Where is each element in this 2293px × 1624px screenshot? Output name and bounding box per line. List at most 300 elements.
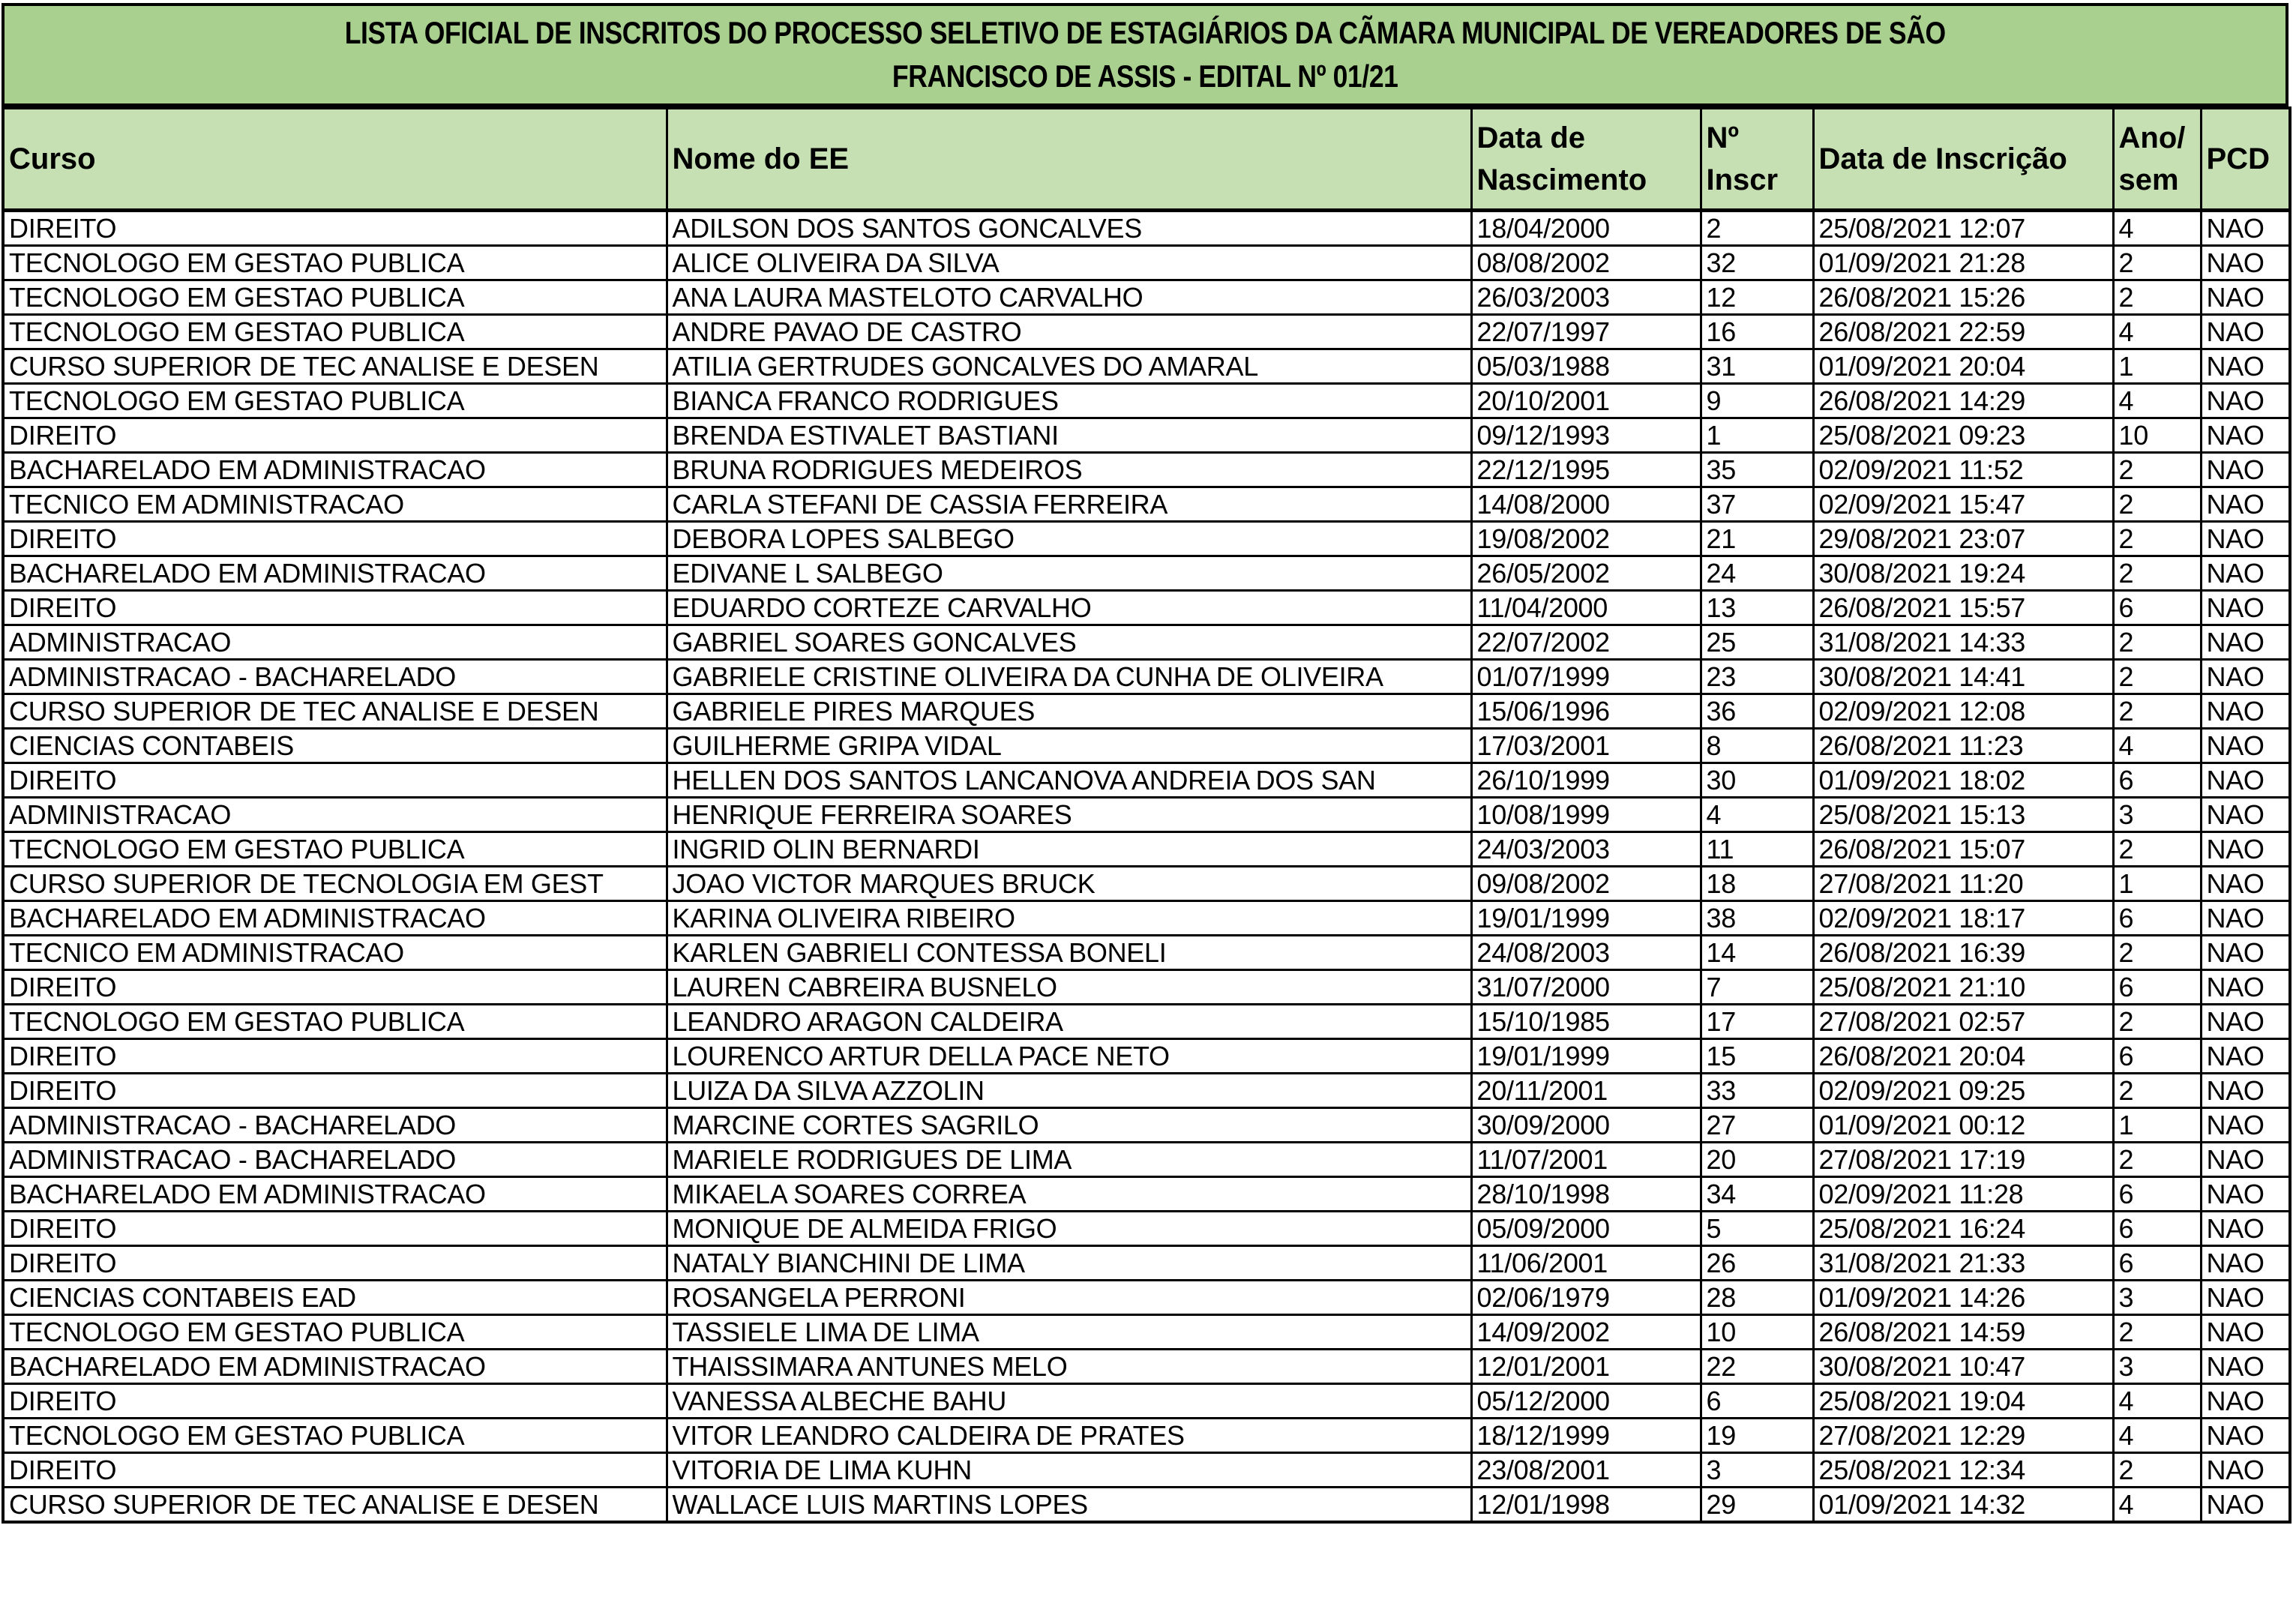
- cell-nascimento[interactable]: 17/03/2001: [1471, 729, 1701, 763]
- cell-nome[interactable]: NATALY BIANCHINI DE LIMA: [667, 1246, 1471, 1281]
- cell-pcd[interactable]: NAO: [2201, 798, 2290, 832]
- cell-ano-sem[interactable]: 2: [2113, 280, 2201, 315]
- cell-ano-sem[interactable]: 6: [2113, 1212, 2201, 1246]
- cell-inscr[interactable]: 20: [1701, 1143, 1813, 1177]
- cell-pcd[interactable]: NAO: [2201, 832, 2290, 867]
- cell-pcd[interactable]: NAO: [2201, 315, 2290, 349]
- cell-curso[interactable]: CURSO SUPERIOR DE TEC ANALISE E DESEN: [3, 694, 667, 729]
- cell-curso[interactable]: DIREITO: [3, 591, 667, 625]
- table-row: [3, 1453, 2290, 1488]
- cell-inscr[interactable]: 25: [1701, 625, 1813, 660]
- cell-nascimento[interactable]: 14/08/2000: [1471, 487, 1701, 522]
- table-row: [3, 349, 2290, 384]
- cell-curso[interactable]: DIREITO: [3, 1246, 667, 1281]
- cell-inscr[interactable]: 10: [1701, 1315, 1813, 1350]
- cell-data-inscricao[interactable]: 26/08/2021 20:04: [1813, 1039, 2113, 1074]
- cell-nome[interactable]: BRENDA ESTIVALET BASTIANI: [667, 418, 1471, 453]
- column-header-pcd[interactable]: PCD: [2201, 108, 2290, 211]
- cell-ano-sem[interactable]: 6: [2113, 1039, 2201, 1074]
- cell-pcd[interactable]: NAO: [2201, 1315, 2290, 1350]
- cell-inscr[interactable]: 38: [1701, 901, 1813, 936]
- cell-pcd[interactable]: NAO: [2201, 1143, 2290, 1177]
- table-row: [3, 936, 2290, 970]
- cell-nome[interactable]: KARLEN GABRIELI CONTESSA BONELI: [667, 936, 1471, 970]
- cell-nome[interactable]: THAISSIMARA ANTUNES MELO: [667, 1350, 1471, 1384]
- cell-data-inscricao[interactable]: 01/09/2021 21:28: [1813, 246, 2113, 280]
- cell-curso[interactable]: ADMINISTRACAO - BACHARELADO: [3, 1143, 667, 1177]
- cell-ano-sem[interactable]: 2: [2113, 246, 2201, 280]
- table-row: [3, 1246, 2290, 1281]
- column-header-nome[interactable]: Nome do EE: [667, 108, 1471, 211]
- cell-inscr[interactable]: 31: [1701, 349, 1813, 384]
- cell-ano-sem[interactable]: 2: [2113, 625, 2201, 660]
- cell-data-inscricao[interactable]: 25/08/2021 19:04: [1813, 1384, 2113, 1419]
- cell-inscr[interactable]: 21: [1701, 522, 1813, 556]
- cell-curso[interactable]: ADMINISTRACAO - BACHARELADO: [3, 660, 667, 694]
- table-row: [3, 1143, 2290, 1177]
- cell-nascimento[interactable]: 05/03/1988: [1471, 349, 1701, 384]
- cell-ano-sem[interactable]: 3: [2113, 798, 2201, 832]
- cell-pcd[interactable]: NAO: [2201, 453, 2290, 487]
- cell-ano-sem[interactable]: 4: [2113, 1384, 2201, 1419]
- cell-curso[interactable]: DIREITO: [3, 1074, 667, 1108]
- column-header-data-inscricao[interactable]: Data de Inscrição: [1813, 108, 2113, 211]
- cell-data-inscricao[interactable]: 02/09/2021 12:08: [1813, 694, 2113, 729]
- cell-nascimento[interactable]: 31/07/2000: [1471, 970, 1701, 1005]
- cell-inscr[interactable]: 1: [1701, 418, 1813, 453]
- cell-inscr[interactable]: 32: [1701, 246, 1813, 280]
- cell-inscr[interactable]: 36: [1701, 694, 1813, 729]
- cell-ano-sem[interactable]: 2: [2113, 694, 2201, 729]
- cell-ano-sem[interactable]: 4: [2113, 1488, 2201, 1523]
- cell-curso[interactable]: BACHARELADO EM ADMINISTRACAO: [3, 1350, 667, 1384]
- cell-inscr[interactable]: 28: [1701, 1281, 1813, 1315]
- cell-nascimento[interactable]: 14/09/2002: [1471, 1315, 1701, 1350]
- cell-nome[interactable]: ATILIA GERTRUDES GONCALVES DO AMARAL: [667, 349, 1471, 384]
- cell-data-inscricao[interactable]: 25/08/2021 12:34: [1813, 1453, 2113, 1488]
- cell-inscr[interactable]: 5: [1701, 1212, 1813, 1246]
- cell-ano-sem[interactable]: 4: [2113, 315, 2201, 349]
- cell-nome[interactable]: LOURENCO ARTUR DELLA PACE NETO: [667, 1039, 1471, 1074]
- cell-nascimento[interactable]: 26/03/2003: [1471, 280, 1701, 315]
- cell-nome[interactable]: LEANDRO ARAGON CALDEIRA: [667, 1005, 1471, 1039]
- cell-pcd[interactable]: NAO: [2201, 280, 2290, 315]
- column-header-curso[interactable]: Curso: [3, 108, 667, 211]
- table-row: [3, 1281, 2290, 1315]
- cell-pcd[interactable]: NAO: [2201, 694, 2290, 729]
- cell-inscr[interactable]: 13: [1701, 591, 1813, 625]
- cell-nascimento[interactable]: 11/06/2001: [1471, 1246, 1701, 1281]
- cell-inscr[interactable]: 35: [1701, 453, 1813, 487]
- cell-pcd[interactable]: NAO: [2201, 246, 2290, 280]
- cell-nascimento[interactable]: 15/10/1985: [1471, 1005, 1701, 1039]
- cell-nome[interactable]: DEBORA LOPES SALBEGO: [667, 522, 1471, 556]
- cell-curso[interactable]: TECNOLOGO EM GESTAO PUBLICA: [3, 1315, 667, 1350]
- cell-ano-sem[interactable]: 2: [2113, 522, 2201, 556]
- cell-pcd[interactable]: NAO: [2201, 1039, 2290, 1074]
- cell-curso[interactable]: ADMINISTRACAO: [3, 625, 667, 660]
- cell-nascimento[interactable]: 22/07/1997: [1471, 315, 1701, 349]
- cell-inscr[interactable]: 9: [1701, 384, 1813, 418]
- cell-curso[interactable]: CURSO SUPERIOR DE TEC ANALISE E DESEN: [3, 1488, 667, 1523]
- cell-pcd[interactable]: NAO: [2201, 1281, 2290, 1315]
- cell-nascimento[interactable]: 15/06/1996: [1471, 694, 1701, 729]
- cell-data-inscricao[interactable]: 26/08/2021 22:59: [1813, 315, 2113, 349]
- cell-data-inscricao[interactable]: 26/08/2021 14:59: [1813, 1315, 2113, 1350]
- cell-nome[interactable]: LAUREN CABREIRA BUSNELO: [667, 970, 1471, 1005]
- cell-inscr[interactable]: 7: [1701, 970, 1813, 1005]
- cell-data-inscricao[interactable]: 27/08/2021 11:20: [1813, 867, 2113, 901]
- cell-nome[interactable]: HENRIQUE FERREIRA SOARES: [667, 798, 1471, 832]
- cell-ano-sem[interactable]: 4: [2113, 1419, 2201, 1453]
- table-row: [3, 1039, 2290, 1074]
- table-row: [3, 901, 2290, 936]
- table-row: [3, 315, 2290, 349]
- cell-pcd[interactable]: NAO: [2201, 970, 2290, 1005]
- cell-pcd[interactable]: NAO: [2201, 625, 2290, 660]
- cell-ano-sem[interactable]: 2: [2113, 1453, 2201, 1488]
- cell-curso[interactable]: BACHARELADO EM ADMINISTRACAO: [3, 1177, 667, 1212]
- cell-nascimento[interactable]: 20/10/2001: [1471, 384, 1701, 418]
- cell-curso[interactable]: DIREITO: [3, 418, 667, 453]
- cell-data-inscricao[interactable]: 26/08/2021 11:23: [1813, 729, 2113, 763]
- cell-curso[interactable]: TECNOLOGO EM GESTAO PUBLICA: [3, 1419, 667, 1453]
- cell-curso[interactable]: DIREITO: [3, 1039, 667, 1074]
- cell-ano-sem[interactable]: 2: [2113, 832, 2201, 867]
- cell-inscr[interactable]: 11: [1701, 832, 1813, 867]
- cell-ano-sem[interactable]: 6: [2113, 1177, 2201, 1212]
- cell-curso[interactable]: DIREITO: [3, 970, 667, 1005]
- cell-nome[interactable]: MONIQUE DE ALMEIDA FRIGO: [667, 1212, 1471, 1246]
- cell-data-inscricao[interactable]: 27/08/2021 17:19: [1813, 1143, 2113, 1177]
- cell-pcd[interactable]: NAO: [2201, 1108, 2290, 1143]
- cell-nome[interactable]: JOAO VICTOR MARQUES BRUCK: [667, 867, 1471, 901]
- cell-nome[interactable]: GUILHERME GRIPA VIDAL: [667, 729, 1471, 763]
- cell-nascimento[interactable]: 30/09/2000: [1471, 1108, 1701, 1143]
- cell-nome[interactable]: ANDRE PAVAO DE CASTRO: [667, 315, 1471, 349]
- cell-nascimento[interactable]: 22/07/2002: [1471, 625, 1701, 660]
- cell-nome[interactable]: LUIZA DA SILVA AZZOLIN: [667, 1074, 1471, 1108]
- cell-data-inscricao[interactable]: 26/08/2021 16:39: [1813, 936, 2113, 970]
- cell-nascimento[interactable]: 26/05/2002: [1471, 556, 1701, 591]
- cell-pcd[interactable]: NAO: [2201, 867, 2290, 901]
- cell-curso[interactable]: BACHARELADO EM ADMINISTRACAO: [3, 453, 667, 487]
- cell-data-inscricao[interactable]: 02/09/2021 11:28: [1813, 1177, 2113, 1212]
- table-row: [3, 246, 2290, 280]
- cell-nascimento[interactable]: 18/04/2000: [1471, 211, 1701, 246]
- table-row: [3, 1350, 2290, 1384]
- table-row: [3, 729, 2290, 763]
- cell-curso[interactable]: DIREITO: [3, 522, 667, 556]
- cell-inscr[interactable]: 26: [1701, 1246, 1813, 1281]
- cell-data-inscricao[interactable]: 27/08/2021 12:29: [1813, 1419, 2113, 1453]
- cell-ano-sem[interactable]: 6: [2113, 763, 2201, 798]
- cell-nascimento[interactable]: 02/06/1979: [1471, 1281, 1701, 1315]
- cell-data-inscricao[interactable]: 31/08/2021 21:33: [1813, 1246, 2113, 1281]
- cell-nome[interactable]: VANESSA ALBECHE BAHU: [667, 1384, 1471, 1419]
- cell-inscr[interactable]: 18: [1701, 867, 1813, 901]
- cell-ano-sem[interactable]: 2: [2113, 1315, 2201, 1350]
- cell-ano-sem[interactable]: 1: [2113, 1108, 2201, 1143]
- cell-pcd[interactable]: NAO: [2201, 591, 2290, 625]
- cell-nascimento[interactable]: 09/12/1993: [1471, 418, 1701, 453]
- cell-inscr[interactable]: 2: [1701, 211, 1813, 246]
- cell-pcd[interactable]: NAO: [2201, 1212, 2290, 1246]
- cell-data-inscricao[interactable]: 26/08/2021 15:26: [1813, 280, 2113, 315]
- cell-data-inscricao[interactable]: 02/09/2021 09:25: [1813, 1074, 2113, 1108]
- cell-nome[interactable]: HELLEN DOS SANTOS LANCANOVA ANDREIA DOS SAN: [667, 763, 1471, 798]
- cell-pcd[interactable]: NAO: [2201, 1177, 2290, 1212]
- cell-pcd[interactable]: NAO: [2201, 1350, 2290, 1384]
- cell-data-inscricao[interactable]: 01/09/2021 20:04: [1813, 349, 2113, 384]
- cell-data-inscricao[interactable]: 30/08/2021 10:47: [1813, 1350, 2113, 1384]
- cell-nascimento[interactable]: 11/07/2001: [1471, 1143, 1701, 1177]
- title-line-1: LISTA OFICIAL DE INSCRITOS DO PROCESSO SELETIVO DE ESTAGIÁRIOS DA CÃMARA MUNICIPAL DE VEREADORES DE SÃO: [344, 15, 1946, 50]
- cell-inscr[interactable]: 27: [1701, 1108, 1813, 1143]
- cell-data-inscricao[interactable]: 26/08/2021 14:29: [1813, 384, 2113, 418]
- cell-curso[interactable]: CURSO SUPERIOR DE TEC ANALISE E DESEN: [3, 349, 667, 384]
- cell-curso[interactable]: CIENCIAS CONTABEIS: [3, 729, 667, 763]
- cell-inscr[interactable]: 14: [1701, 936, 1813, 970]
- cell-inscr[interactable]: 33: [1701, 1074, 1813, 1108]
- column-header-nascimento[interactable]: Data de Nascimento: [1471, 108, 1701, 211]
- cell-nascimento[interactable]: 19/08/2002: [1471, 522, 1701, 556]
- cell-ano-sem[interactable]: 6: [2113, 591, 2201, 625]
- cell-ano-sem[interactable]: 2: [2113, 1143, 2201, 1177]
- cell-ano-sem[interactable]: 6: [2113, 970, 2201, 1005]
- cell-nome[interactable]: TASSIELE LIMA DE LIMA: [667, 1315, 1471, 1350]
- cell-pcd[interactable]: NAO: [2201, 487, 2290, 522]
- cell-nome[interactable]: MARCINE CORTES SAGRILO: [667, 1108, 1471, 1143]
- cell-nascimento[interactable]: 05/09/2000: [1471, 1212, 1701, 1246]
- cell-curso[interactable]: TECNOLOGO EM GESTAO PUBLICA: [3, 315, 667, 349]
- cell-ano-sem[interactable]: 10: [2113, 418, 2201, 453]
- cell-curso[interactable]: TECNICO EM ADMINISTRACAO: [3, 936, 667, 970]
- cell-nome[interactable]: ADILSON DOS SANTOS GONCALVES: [667, 211, 1471, 246]
- cell-nascimento[interactable]: 10/08/1999: [1471, 798, 1701, 832]
- cell-nome[interactable]: GABRIEL SOARES GONCALVES: [667, 625, 1471, 660]
- cell-nascimento[interactable]: 19/01/1999: [1471, 1039, 1701, 1074]
- cell-data-inscricao[interactable]: 02/09/2021 18:17: [1813, 901, 2113, 936]
- cell-ano-sem[interactable]: 2: [2113, 1005, 2201, 1039]
- table-body: [3, 211, 2290, 1523]
- table-row: [3, 660, 2290, 694]
- cell-curso[interactable]: TECNOLOGO EM GESTAO PUBLICA: [3, 384, 667, 418]
- cell-nome[interactable]: GABRIELE CRISTINE OLIVEIRA DA CUNHA DE OLIVEIRA: [667, 660, 1471, 694]
- cell-data-inscricao[interactable]: 26/08/2021 15:57: [1813, 591, 2113, 625]
- cell-data-inscricao[interactable]: 01/09/2021 14:26: [1813, 1281, 2113, 1315]
- cell-nascimento[interactable]: 19/01/1999: [1471, 901, 1701, 936]
- cell-pcd[interactable]: NAO: [2201, 1419, 2290, 1453]
- cell-inscr[interactable]: 3: [1701, 1453, 1813, 1488]
- cell-nascimento[interactable]: 12/01/1998: [1471, 1488, 1701, 1523]
- cell-inscr[interactable]: 15: [1701, 1039, 1813, 1074]
- cell-nascimento[interactable]: 18/12/1999: [1471, 1419, 1701, 1453]
- cell-nome[interactable]: KARINA OLIVEIRA RIBEIRO: [667, 901, 1471, 936]
- cell-data-inscricao[interactable]: 01/09/2021 18:02: [1813, 763, 2113, 798]
- cell-nome[interactable]: MIKAELA SOARES CORREA: [667, 1177, 1471, 1212]
- cell-pcd[interactable]: NAO: [2201, 1453, 2290, 1488]
- cell-curso[interactable]: BACHARELADO EM ADMINISTRACAO: [3, 901, 667, 936]
- cell-pcd[interactable]: NAO: [2201, 1246, 2290, 1281]
- table-row: [3, 763, 2290, 798]
- cell-nome[interactable]: CARLA STEFANI DE CASSIA FERREIRA: [667, 487, 1471, 522]
- cell-pcd[interactable]: NAO: [2201, 660, 2290, 694]
- cell-pcd[interactable]: NAO: [2201, 1005, 2290, 1039]
- cell-nome[interactable]: EDUARDO CORTEZE CARVALHO: [667, 591, 1471, 625]
- cell-inscr[interactable]: 30: [1701, 763, 1813, 798]
- cell-nome[interactable]: ROSANGELA PERRONI: [667, 1281, 1471, 1315]
- cell-curso[interactable]: DIREITO: [3, 1384, 667, 1419]
- cell-pcd[interactable]: NAO: [2201, 418, 2290, 453]
- cell-pcd[interactable]: NAO: [2201, 1488, 2290, 1523]
- cell-curso[interactable]: ADMINISTRACAO: [3, 798, 667, 832]
- table-row: [3, 1315, 2290, 1350]
- cell-curso[interactable]: DIREITO: [3, 763, 667, 798]
- cell-nascimento[interactable]: 22/12/1995: [1471, 453, 1701, 487]
- cell-nome[interactable]: EDIVANE L SALBEGO: [667, 556, 1471, 591]
- cell-curso[interactable]: DIREITO: [3, 1453, 667, 1488]
- cell-pcd[interactable]: NAO: [2201, 384, 2290, 418]
- cell-nome[interactable]: WALLACE LUIS MARTINS LOPES: [667, 1488, 1471, 1523]
- cell-nascimento[interactable]: 01/07/1999: [1471, 660, 1701, 694]
- cell-nascimento[interactable]: 24/08/2003: [1471, 936, 1701, 970]
- column-header-inscr[interactable]: Nº Inscr: [1701, 108, 1813, 211]
- cell-nome[interactable]: VITOR LEANDRO CALDEIRA DE PRATES: [667, 1419, 1471, 1453]
- cell-ano-sem[interactable]: 2: [2113, 487, 2201, 522]
- cell-ano-sem[interactable]: 2: [2113, 660, 2201, 694]
- cell-curso[interactable]: BACHARELADO EM ADMINISTRACAO: [3, 556, 667, 591]
- cell-data-inscricao[interactable]: 29/08/2021 23:07: [1813, 522, 2113, 556]
- cell-ano-sem[interactable]: 2: [2113, 1074, 2201, 1108]
- table-row: [3, 487, 2290, 522]
- cell-nascimento[interactable]: 23/08/2001: [1471, 1453, 1701, 1488]
- cell-nome[interactable]: BRUNA RODRIGUES MEDEIROS: [667, 453, 1471, 487]
- cell-curso[interactable]: DIREITO: [3, 1212, 667, 1246]
- cell-curso[interactable]: TECNOLOGO EM GESTAO PUBLICA: [3, 832, 667, 867]
- table-row: [3, 1005, 2290, 1039]
- table-row: [3, 384, 2290, 418]
- cell-data-inscricao[interactable]: 25/08/2021 21:10: [1813, 970, 2113, 1005]
- cell-ano-sem[interactable]: 2: [2113, 556, 2201, 591]
- cell-data-inscricao[interactable]: 26/08/2021 15:07: [1813, 832, 2113, 867]
- cell-data-inscricao[interactable]: 25/08/2021 12:07: [1813, 211, 2113, 246]
- cell-data-inscricao[interactable]: 25/08/2021 15:13: [1813, 798, 2113, 832]
- cell-inscr[interactable]: 34: [1701, 1177, 1813, 1212]
- cell-pcd[interactable]: NAO: [2201, 349, 2290, 384]
- cell-nascimento[interactable]: 24/03/2003: [1471, 832, 1701, 867]
- cell-ano-sem[interactable]: 4: [2113, 384, 2201, 418]
- cell-data-inscricao[interactable]: 30/08/2021 19:24: [1813, 556, 2113, 591]
- cell-inscr[interactable]: 37: [1701, 487, 1813, 522]
- cell-ano-sem[interactable]: 4: [2113, 729, 2201, 763]
- cell-pcd[interactable]: NAO: [2201, 901, 2290, 936]
- cell-data-inscricao[interactable]: 01/09/2021 14:32: [1813, 1488, 2113, 1523]
- cell-nome[interactable]: BIANCA FRANCO RODRIGUES: [667, 384, 1471, 418]
- cell-curso[interactable]: DIREITO: [3, 211, 667, 246]
- cell-pcd[interactable]: NAO: [2201, 211, 2290, 246]
- column-header-ano-sem[interactable]: Ano/ sem: [2113, 108, 2201, 211]
- cell-data-inscricao[interactable]: 31/08/2021 14:33: [1813, 625, 2113, 660]
- cell-curso[interactable]: CIENCIAS CONTABEIS EAD: [3, 1281, 667, 1315]
- cell-inscr[interactable]: 12: [1701, 280, 1813, 315]
- cell-nome[interactable]: GABRIELE PIRES MARQUES: [667, 694, 1471, 729]
- cell-ano-sem[interactable]: 4: [2113, 211, 2201, 246]
- cell-data-inscricao[interactable]: 02/09/2021 11:52: [1813, 453, 2113, 487]
- cell-nascimento[interactable]: 26/10/1999: [1471, 763, 1701, 798]
- cell-pcd[interactable]: NAO: [2201, 1384, 2290, 1419]
- cell-nome[interactable]: ANA LAURA MASTELOTO CARVALHO: [667, 280, 1471, 315]
- cell-ano-sem[interactable]: 6: [2113, 901, 2201, 936]
- document-title: [1, 3, 2289, 106]
- cell-curso[interactable]: TECNOLOGO EM GESTAO PUBLICA: [3, 1005, 667, 1039]
- cell-nascimento[interactable]: 12/01/2001: [1471, 1350, 1701, 1384]
- cell-pcd[interactable]: NAO: [2201, 1074, 2290, 1108]
- cell-ano-sem[interactable]: 6: [2113, 1246, 2201, 1281]
- cell-nascimento[interactable]: 20/11/2001: [1471, 1074, 1701, 1108]
- title-line-2: FRANCISCO DE ASSIS - EDITAL Nº 01/21: [892, 58, 1398, 94]
- cell-inscr[interactable]: 8: [1701, 729, 1813, 763]
- cell-ano-sem[interactable]: 1: [2113, 349, 2201, 384]
- cell-nome[interactable]: MARIELE RODRIGUES DE LIMA: [667, 1143, 1471, 1177]
- cell-nascimento[interactable]: 28/10/1998: [1471, 1177, 1701, 1212]
- cell-curso[interactable]: ADMINISTRACAO - BACHARELADO: [3, 1108, 667, 1143]
- cell-pcd[interactable]: NAO: [2201, 936, 2290, 970]
- cell-inscr[interactable]: 16: [1701, 315, 1813, 349]
- cell-inscr[interactable]: 24: [1701, 556, 1813, 591]
- cell-data-inscricao[interactable]: 25/08/2021 16:24: [1813, 1212, 2113, 1246]
- cell-nome[interactable]: ALICE OLIVEIRA DA SILVA: [667, 246, 1471, 280]
- cell-nascimento[interactable]: 11/04/2000: [1471, 591, 1701, 625]
- cell-inscr[interactable]: 4: [1701, 798, 1813, 832]
- cell-curso[interactable]: TECNICO EM ADMINISTRACAO: [3, 487, 667, 522]
- cell-curso[interactable]: TECNOLOGO EM GESTAO PUBLICA: [3, 246, 667, 280]
- cell-inscr[interactable]: 23: [1701, 660, 1813, 694]
- cell-inscr[interactable]: 6: [1701, 1384, 1813, 1419]
- cell-nascimento[interactable]: 09/08/2002: [1471, 867, 1701, 901]
- table-row: [3, 1419, 2290, 1453]
- table-row: [3, 625, 2290, 660]
- cell-inscr[interactable]: 29: [1701, 1488, 1813, 1523]
- cell-curso[interactable]: CURSO SUPERIOR DE TECNOLOGIA EM GEST: [3, 867, 667, 901]
- cell-nome[interactable]: INGRID OLIN BERNARDI: [667, 832, 1471, 867]
- table-row: [3, 1074, 2290, 1108]
- cell-curso[interactable]: TECNOLOGO EM GESTAO PUBLICA: [3, 280, 667, 315]
- cell-inscr[interactable]: 19: [1701, 1419, 1813, 1453]
- cell-ano-sem[interactable]: 2: [2113, 936, 2201, 970]
- cell-data-inscricao[interactable]: 02/09/2021 15:47: [1813, 487, 2113, 522]
- cell-nome[interactable]: VITORIA DE LIMA KUHN: [667, 1453, 1471, 1488]
- cell-nascimento[interactable]: 05/12/2000: [1471, 1384, 1701, 1419]
- cell-nascimento[interactable]: 08/08/2002: [1471, 246, 1701, 280]
- enrollees-table: [1, 106, 2292, 1524]
- cell-pcd[interactable]: NAO: [2201, 556, 2290, 591]
- cell-ano-sem[interactable]: 3: [2113, 1281, 2201, 1315]
- cell-inscr[interactable]: 17: [1701, 1005, 1813, 1039]
- cell-ano-sem[interactable]: 3: [2113, 1350, 2201, 1384]
- cell-ano-sem[interactable]: 2: [2113, 453, 2201, 487]
- cell-pcd[interactable]: NAO: [2201, 763, 2290, 798]
- cell-ano-sem[interactable]: 1: [2113, 867, 2201, 901]
- cell-inscr[interactable]: 22: [1701, 1350, 1813, 1384]
- cell-data-inscricao[interactable]: 01/09/2021 00:12: [1813, 1108, 2113, 1143]
- cell-data-inscricao[interactable]: 27/08/2021 02:57: [1813, 1005, 2113, 1039]
- table-row: [3, 867, 2290, 901]
- cell-data-inscricao[interactable]: 25/08/2021 09:23: [1813, 418, 2113, 453]
- cell-pcd[interactable]: NAO: [2201, 522, 2290, 556]
- cell-data-inscricao[interactable]: 30/08/2021 14:41: [1813, 660, 2113, 694]
- cell-pcd[interactable]: NAO: [2201, 729, 2290, 763]
